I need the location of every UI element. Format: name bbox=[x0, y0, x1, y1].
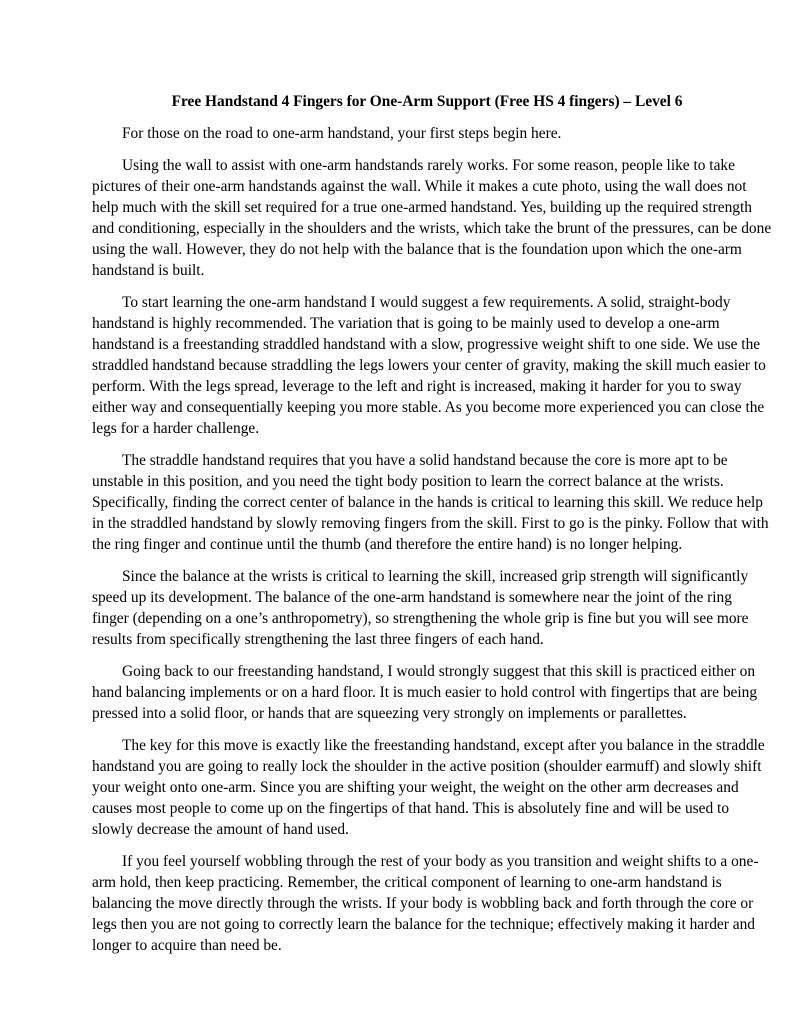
document-body bbox=[92, 123, 772, 967]
paragraph-key-technique: The key for this move is exactly like the freestanding handstand, except after you balance in the straddle handstand you are going to really lock the shoulder in the active position (shoulder earmuff) and slowly shift your weight onto one-arm. Since you are shifting your weight, the weight on the other arm decreases and causes most people to come up on the fingertips of that hand. This is absolutely fine and will be used to slowly decrease the amount of hand used. bbox=[92, 737, 765, 838]
paragraph-intro: For those on the road to one-arm handstand, your first steps begin here. bbox=[122, 125, 562, 142]
paragraph-straddle-handstand: The straddle handstand requires that you have a solid handstand because the core is more apt to be unstable in this position, and you need the tight body position to learn the correct balance at the wrists. Specifically, finding the correct center of balance in the hands is critical to learning this skill. We reduce help in the straddled handstand by slowly removing fingers from the skill. First to go is the pinky. Follow that with the ring finger and continue until the thumb (and therefore the entire hand) is no longer helping. bbox=[92, 452, 769, 553]
page-title: Free Handstand 4 Fingers for One-Arm Support (Free HS 4 fingers) – Level 6 bbox=[171, 93, 683, 110]
paragraph-wall-assist: Using the wall to assist with one-arm handstands rarely works. For some reason, people like to take pictures of their one-arm handstands against the wall. While it makes a cute photo, using the wall does not help much with the skill set required for a true one-armed handstand. Yes, building up the required strength and conditioning, especially in the shoulders and the wrists, which take the brunt of the pressures, can be done using the wall. However, they do not help with the balance that is the foundation upon which the one-arm handstand is built. bbox=[92, 157, 772, 279]
paragraph-grip-strength: Since the balance at the wrists is critical to learning the skill, increased grip strength will significantly speed up its development. The balance of the one-arm handstand is somewhere near the joint of the ring finger (depending on a one’s anthropometry), so strengthening the whole grip is fine but you will see more results from specifically strengthening the last three fingers of each hand. bbox=[92, 568, 749, 648]
paragraph-practice-surface: Going back to our freestanding handstand, I would strongly suggest that this skill is practiced either on hand balancing implements or on a hard floor. It is much easier to hold control with fingertips that are being pressed into a solid floor, or hands that are squeezing very strongly on implements or parallettes. bbox=[92, 663, 758, 722]
paragraph-wobbling: If you feel yourself wobbling through the rest of your body as you transition and weight shifts to a one-arm hold, then keep practicing. Remember, the critical component of learning to one-arm handstand is balancing the move directly through the wrists. If your body is wobbling back and forth through the core or legs then you are not going to correctly learn the balance for the technique; effectively making it harder and longer to acquire than need be. bbox=[92, 853, 759, 954]
paragraph-requirements: To start learning the one-arm handstand I would suggest a few requirements. A solid, straight-body handstand is highly recommended. The variation that is going to be mainly used to develop a one-arm handstand is a freestanding straddled handstand with a slow, progressive weight shift to one side. We use the straddled handstand because straddling the legs lowers your center of gravity, making the skill much easier to perform. With the legs spread, leverage to the left and right is increased, making it harder for you to sway either way and consequentially keeping you more stable. As you become more experienced you can close the legs for a harder challenge. bbox=[92, 294, 766, 437]
